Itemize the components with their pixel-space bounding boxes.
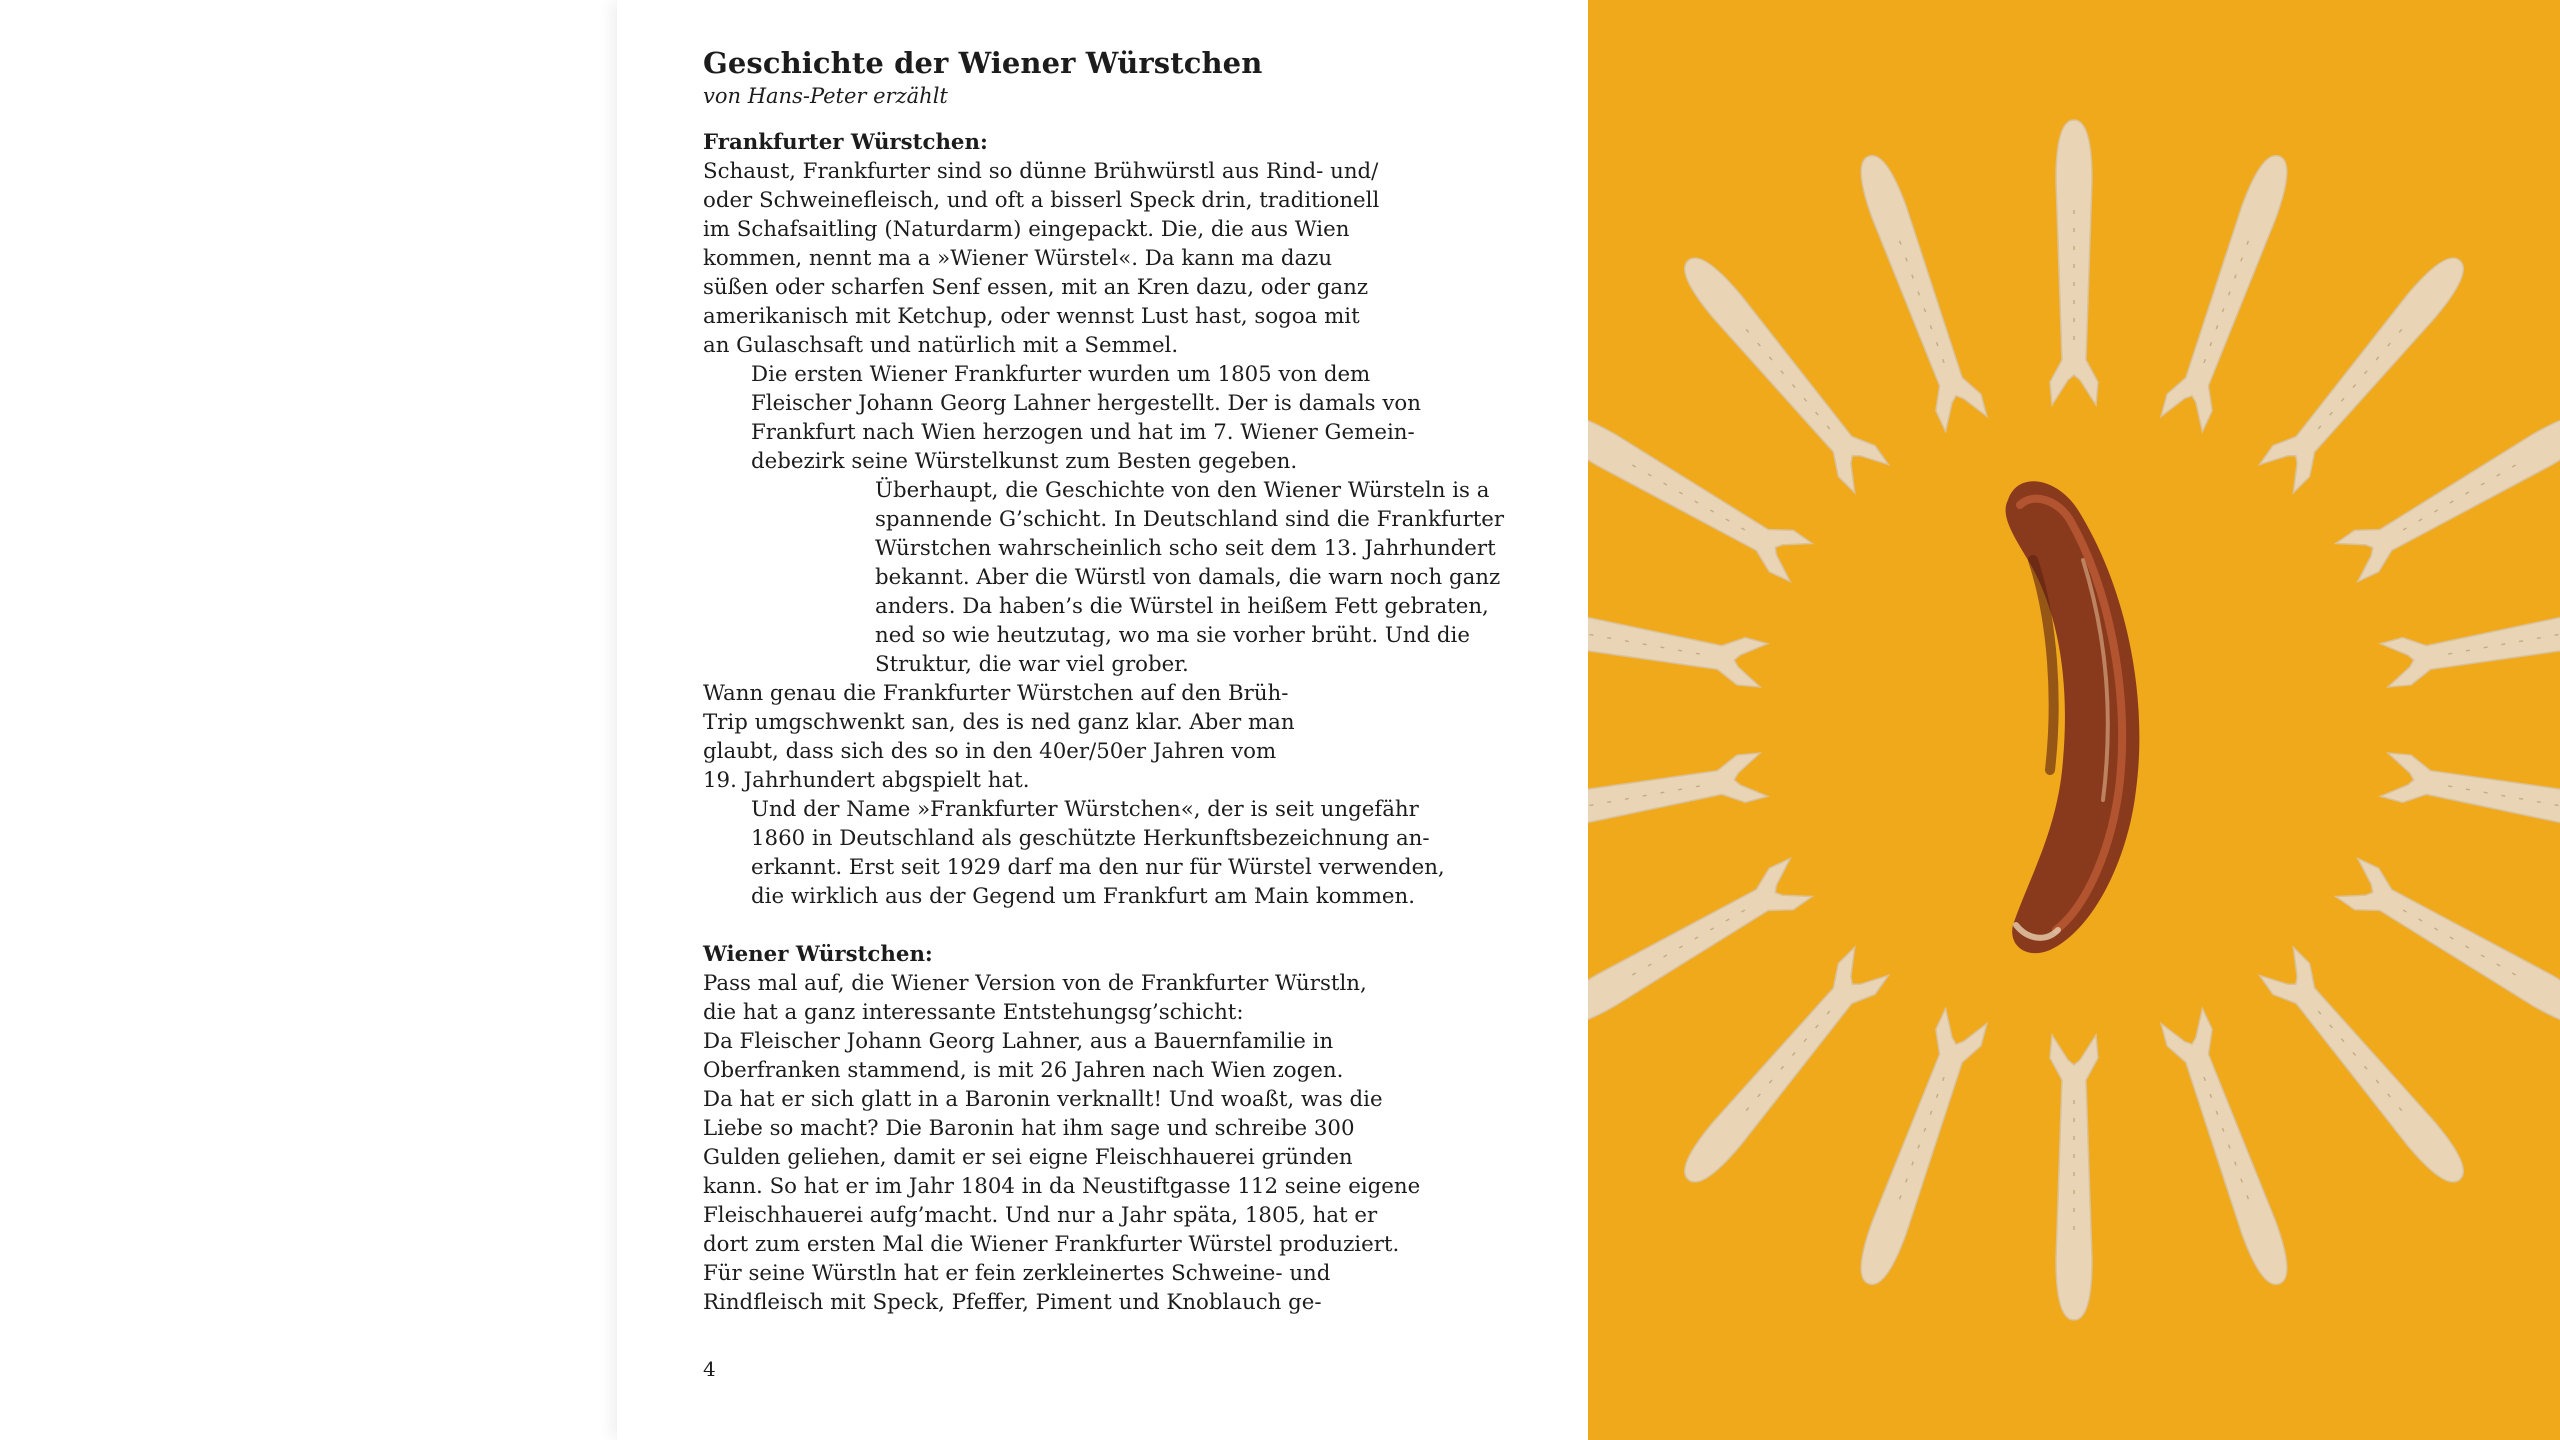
wooden-fork-icon [1588,592,1768,689]
wooden-fork-icon [1588,857,1813,1041]
wooden-fork-icon [2258,946,2478,1195]
text-line: Wann genau die Frankfurter Würstchen auf den Brüh- [703,681,1289,706]
text-page [617,0,1588,1440]
page-subtitle: von Hans-Peter erzählt [703,84,948,108]
wooden-fork-icon [1588,399,1813,583]
wooden-fork-icon [2335,857,2560,1041]
wooden-fork-icon [2258,245,2478,494]
text-line: Frankfurt nach Wien herzogen und hat im 7. Wiener Gemein- [751,420,1415,445]
text-line: 1860 in Deutschland als geschützte Herkunftsbezeichnung an- [751,826,1430,851]
text-line: anders. Da haben’s die Würstel in heißem Fett gebraten, [875,594,1489,619]
wooden-fork-icon [2159,1008,2302,1292]
page-number: 4 [703,1357,716,1381]
text-line: kann. So hat er im Jahr 1804 in da Neustiftgasse 112 seine eigene [703,1174,1421,1199]
text-line: Pass mal auf, die Wiener Version von de Frankfurter Würstln, [703,971,1367,996]
text-line: 19. Jahrhundert abgspielt hat. [703,768,1030,793]
text-line: debezirk seine Würstelkunst zum Besten gegeben. [751,449,1298,474]
section-heading: Frankfurter Würstchen: [703,130,988,155]
wooden-fork-icon [2380,592,2560,689]
text-line: Für seine Würstln hat er fein zerkleinertes Schweine- und [703,1261,1331,1286]
text-line: Da hat er sich glatt in a Baronin verknallt! Und woaßt, was die [703,1087,1383,1112]
text-line [703,911,1503,940]
text-line: bekannt. Aber die Würstl von damals, die warn noch ganz [875,565,1501,590]
text-line: ned so wie heutzutag, wo ma sie vorher brüht. Und die [875,623,1470,648]
text-line: spannende G’schicht. In Deutschland sind die Frankfurter [875,507,1505,532]
wooden-fork-icon [2380,751,2560,848]
text-line: an Gulaschsaft und natürlich mit a Semmel. [703,333,1179,358]
text-line: die wirklich aus der Gegend um Frankfurt am Main kommen. [751,884,1415,909]
text-line: Würstchen wahrscheinlich scho seit dem 13. Jahrhundert [875,536,1496,561]
text-line: im Schafsaitling (Naturdarm) eingepackt. Die, die aus Wien [703,217,1350,242]
wooden-fork-icon [1846,148,1989,432]
text-line: Liebe so macht? Die Baronin hat ihm sage und schreibe 300 [703,1116,1355,1141]
page-title: Geschichte der Wiener Würstchen [703,46,1263,80]
wooden-fork-icon [2335,399,2560,583]
text-line: dort zum ersten Mal die Wiener Frankfurter Würstel produziert. [703,1232,1400,1257]
text-line: Fleischhauerei aufg’macht. Und nur a Jahr späta, 1805, hat er [703,1203,1378,1228]
wooden-fork-icon [2050,120,2098,405]
text-line: Trip umgschwenkt san, des is ned ganz klar. Aber man [703,710,1295,735]
wooden-fork-icon [1670,946,1890,1195]
wooden-fork-icon [2050,1035,2098,1320]
text-line: Schaust, Frankfurter sind so dünne Brühwürstl aus Rind- und/ [703,159,1379,184]
section-heading: Wiener Würstchen: [703,942,933,967]
text-line: amerikanisch mit Ketchup, oder wennst Lust hast, sogoa mit [703,304,1360,329]
illustration-page [1588,0,2560,1440]
text-line: Überhaupt, die Geschichte von den Wiener Würsteln is a [875,478,1490,503]
text-line: glaubt, dass sich des so in den 40er/50er Jahren vom [703,739,1277,764]
text-line: Fleischer Johann Georg Lahner hergestellt. Der is damals von [751,391,1421,416]
text-line: kommen, nennt ma a »Wiener Würstel«. Da kann ma dazu [703,246,1333,271]
text-line: Oberfranken stammend, is mit 26 Jahren nach Wien zogen. [703,1058,1344,1083]
text-line: Gulden geliehen, damit er sei eigne Fleischhauerei gründen [703,1145,1353,1170]
wooden-fork-icon [1846,1008,1989,1292]
text-line: Rindfleisch mit Speck, Pfeffer, Piment und Knoblauch ge- [703,1290,1322,1315]
text-line: oder Schweinefleisch, und oft a bisserl Speck drin, traditionell [703,188,1380,213]
text-line: Und der Name »Frankfurter Würstchen«, der is seit ungefähr [751,797,1419,822]
text-line: erkannt. Erst seit 1929 darf ma den nur für Würstel verwenden, [751,855,1445,880]
text-line: die hat a ganz interessante Entstehungsg’schicht: [703,1000,1244,1025]
text-line: Da Fleischer Johann Georg Lahner, aus a Bauernfamilie in [703,1029,1334,1054]
text-line: süßen oder scharfen Senf essen, mit an Kren dazu, oder ganz [703,275,1369,300]
sausage-icon [2006,481,2140,953]
text-line: Die ersten Wiener Frankfurter wurden um 1805 von dem [751,362,1371,387]
wooden-fork-icon [1670,245,1890,494]
sausage-forks-illustration [1588,0,2560,1440]
text-line: Struktur, die war viel grober. [875,652,1189,677]
wooden-fork-icon [1588,751,1768,848]
body-lines [703,128,1503,1317]
wooden-fork-icon [2159,148,2302,432]
